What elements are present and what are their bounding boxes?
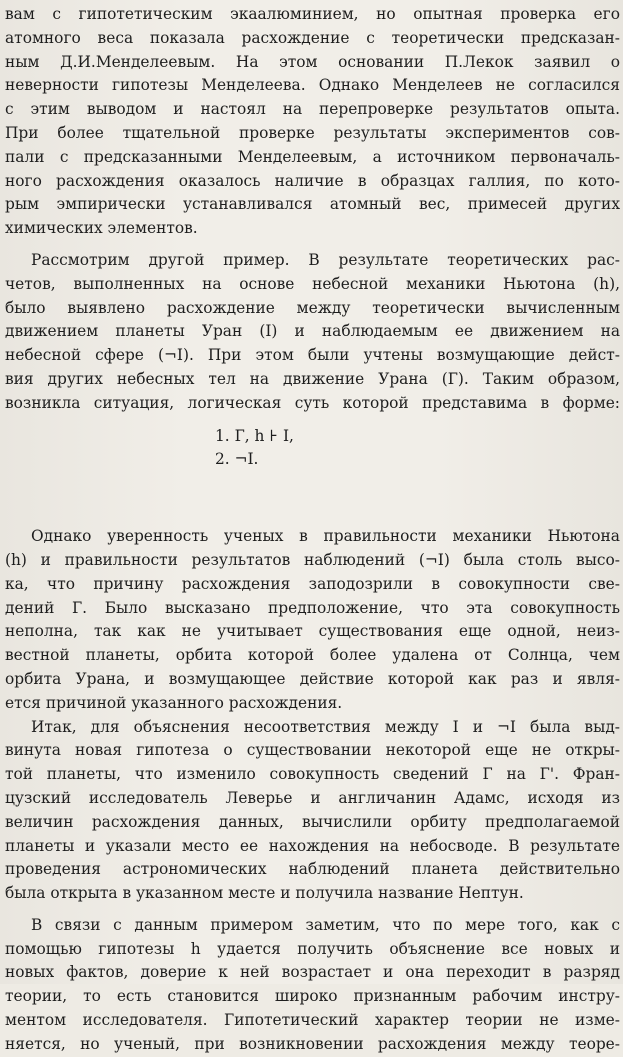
text-line: новых фактов, доверие к ней возрастает и она переходит в разряд bbox=[5, 963, 620, 982]
text-line: планеты и указали место ее нахождения на небосводе. В результате bbox=[5, 836, 620, 855]
text-line: няется, но ученый, при возникновении расхождения между теоре- bbox=[5, 1034, 620, 1053]
formula-line-1: 1. Г, h ⊦ I, bbox=[215, 426, 294, 445]
text-line: неверности гипотезы Менделеева. Однако Менделеев не согласился bbox=[5, 76, 620, 95]
text-line: химических элементов. bbox=[5, 219, 198, 238]
text-line: теории, то есть становится широко признанным рабочим инстру- bbox=[5, 987, 620, 1006]
text-line: В связи с данным примером заметим, что по мере того, как с bbox=[31, 915, 620, 934]
text-line: ным Д.И.Менделеевым. На этом основании П.Лекок заявил о bbox=[5, 52, 620, 71]
text-line: неполна, так как не учитывает существования еще одной, неиз- bbox=[5, 622, 620, 641]
text-line: ного расхождения оказалось наличие в образцах галлия, по кото- bbox=[5, 171, 620, 190]
text-line: было выявлено расхождение между теоретически вычисленным bbox=[5, 298, 620, 317]
text-line: ментом исследователя. Гипотетический характер теории не изме- bbox=[5, 1011, 620, 1030]
paragraph-mendeleev bbox=[5, 3, 620, 241]
text-line: винута новая гипотеза о существовании некоторой еще не откры- bbox=[5, 741, 620, 760]
text-line: небесной сфере (¬I). При этом были учтены возмущающие дейст- bbox=[5, 346, 620, 365]
text-line: (h) и правильности результатов наблюдений (¬I) была столь высо- bbox=[5, 550, 620, 569]
paragraph-neptune bbox=[5, 716, 620, 906]
text-line: четов, выполненных на основе небесной механики Ньютона (h), bbox=[5, 274, 620, 293]
text-line: При более тщательной проверке результаты экспериментов сов- bbox=[5, 123, 620, 142]
text-line: вия других небесных тел на движение Урана (Г). Таким образом, bbox=[5, 369, 620, 388]
text-line: движением планеты Уран (I) и наблюдаемым ее движением на bbox=[5, 322, 620, 341]
text-line: дений Г. Было высказано предположение, что эта совокупность bbox=[5, 598, 620, 617]
text-line: атомного веса показала расхождение с теоретически предсказан- bbox=[5, 28, 620, 47]
text-line: ется причиной указанного расхождения. bbox=[5, 693, 343, 712]
text-line: была открыта в указанном месте и получила название Нептун. bbox=[5, 884, 524, 903]
paragraph-uranus bbox=[5, 249, 620, 416]
text-line: пали с предсказанными Менделеевым, а источником первоначаль- bbox=[5, 147, 620, 166]
text-line: с этим выводом и настоял на перепроверке результатов опыта. bbox=[5, 100, 620, 119]
text-line: Однако уверенность ученых в правильности механики Ньютона bbox=[31, 527, 620, 546]
text-line: вестной планеты, орбита которой более удалена от Солнца, чем bbox=[5, 646, 620, 665]
page-text bbox=[5, 3, 620, 1057]
text-line: рым эмпирически устанавливался атомный вес, примесей других bbox=[5, 195, 620, 214]
text-line: возникла ситуация, логическая суть которой представима в форме: bbox=[5, 393, 620, 412]
text-line: помощью гипотезы h удается получить объяснение все новых и bbox=[5, 939, 620, 958]
formula-line-2: 2. ¬I. bbox=[215, 450, 259, 469]
paragraph-theory bbox=[5, 914, 620, 1057]
text-line: вам с гипотетическим экаалюминием, но опытная проверка его bbox=[5, 5, 620, 23]
text-line: Итак, для объяснения несоответствия между I и ¬I была выд- bbox=[31, 717, 620, 736]
paragraph-newton-confidence bbox=[5, 525, 620, 715]
text-line: орбита Урана, и возмущающее действие которой как раз и явля- bbox=[5, 669, 620, 688]
text-line: величин расхождения данных, вычислили орбиту предполагаемой bbox=[5, 812, 620, 831]
text-line: Рассмотрим другой пример. В результате теоретических рас- bbox=[31, 250, 620, 269]
text-line: той планеты, что изменило совокупность сведений Г на Г'. Фран- bbox=[5, 765, 620, 784]
text-line: цузский исследователь Леверье и англичанин Адамс, исходя из bbox=[5, 788, 620, 807]
text-line: ка, что причину расхождения заподозрили в совокупности све- bbox=[5, 574, 620, 593]
text-line: проведения астрономических наблюдений планета действительно bbox=[5, 860, 620, 879]
logic-formula bbox=[215, 424, 620, 472]
